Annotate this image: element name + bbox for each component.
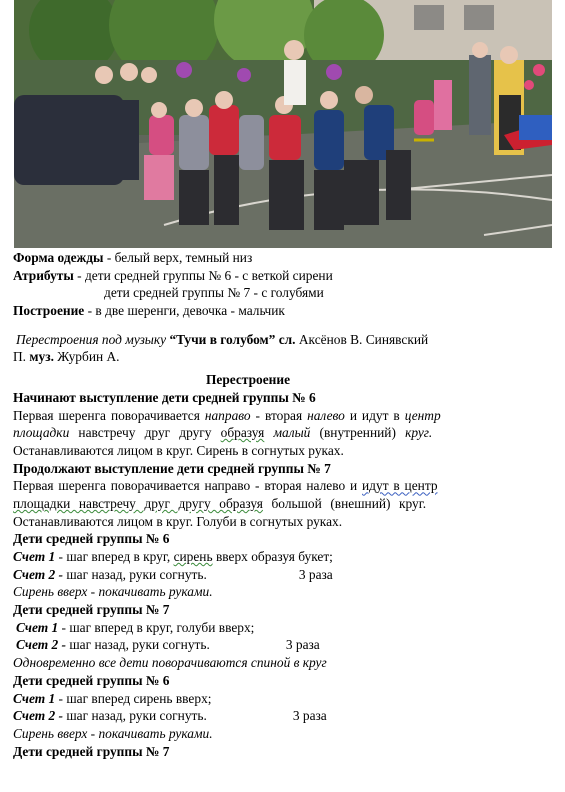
- section-1-title: Начинают выступление дети средней группы № 6: [13, 389, 316, 405]
- count-2-label: Счет 2 -: [16, 637, 66, 653]
- count-2-label: Счет 2 -: [13, 708, 63, 724]
- section-2-line-1: [13, 477, 543, 495]
- s1-italic-area: площадки: [13, 425, 70, 441]
- formation-text: - в две шеренги, девочка - мальчик: [84, 303, 285, 319]
- group-6-note-b: Сирень вверх - покачивать руками.: [13, 725, 213, 741]
- music-line-1: [13, 331, 543, 349]
- formation-line: [13, 302, 543, 320]
- s1-italic-left: налево: [307, 407, 345, 423]
- count-2-times: 3 раза: [298, 566, 333, 582]
- count-2-times: 3 раза: [285, 637, 320, 653]
- attributes-label: Атрибуты: [13, 267, 74, 283]
- lyricist-initial: П.: [13, 349, 30, 365]
- attributes-line: [13, 267, 543, 285]
- s1-italic-right: направо: [204, 407, 251, 423]
- music-intro: Перестроения под музыку: [16, 331, 170, 347]
- document-body: [13, 249, 543, 760]
- composer-name: Журбин А.: [53, 349, 120, 365]
- s1-text-b: - вторая: [250, 407, 308, 423]
- dress-code-line: [13, 249, 543, 267]
- group-7-note-a: Одновременно все дети поворачиваются спиной в круг: [13, 655, 327, 671]
- count-1-label: Счет 1: [16, 619, 59, 635]
- section-2-title: Продолжают выступление дети средней группы № 7: [13, 460, 331, 476]
- section-1-line-1: [13, 407, 543, 425]
- attributes-text-1: - дети средней группы № 6 - с веткой сирени: [73, 267, 333, 283]
- event-photo: [14, 0, 552, 248]
- outdoor-photo-children-dance: [14, 0, 552, 248]
- section-1-line-2: [13, 424, 543, 442]
- s1-italic-circle: круг.: [405, 425, 433, 441]
- count-1-text: - шаг вперед сирень вверх;: [55, 690, 212, 706]
- lyrics-label: сл.: [275, 331, 296, 347]
- count-1-label: Счет 1: [13, 690, 56, 706]
- section-heading: Перестроение: [205, 372, 291, 388]
- attributes-text-2: дети средней группы № 7 - с голубями: [104, 285, 324, 301]
- group-6-note-a: Сирень вверх - покачивать руками.: [13, 584, 213, 600]
- music-line-2: [13, 348, 543, 366]
- group-6-count-2-a: [13, 566, 543, 584]
- count-1-squiggle: сирень: [173, 549, 213, 564]
- s1-text-a: Первая шеренга поворачивается: [13, 407, 205, 423]
- s1-italic-center: центр: [404, 407, 441, 423]
- s1-text-c: и идут в: [344, 407, 405, 423]
- count-1-text-2: вверх образуя букет;: [212, 549, 333, 564]
- song-title: “Тучи в голубом”: [169, 331, 276, 347]
- s1-squiggle-forming: образуя: [220, 425, 265, 441]
- count-2-label: Счет 2 -: [13, 566, 63, 582]
- count-1-text: - шаг вперед в круг, голуби вверх;: [58, 619, 255, 635]
- lyricist-names: Аксёнов В. Синявский: [295, 331, 429, 347]
- group-7-title-b: Дети средней группы № 7: [13, 743, 170, 759]
- s1-italic-small: малый: [273, 425, 311, 441]
- group-6-title-a: Дети средней группы № 6: [13, 531, 170, 547]
- formation-label: Построение: [13, 303, 85, 319]
- group-6-count-1-a: [13, 548, 543, 566]
- music-label: муз.: [29, 349, 54, 365]
- count-2-text: шаг назад, руки согнуть.: [63, 566, 207, 582]
- s2-squiggle-b: площадки навстречу друг другу образуя: [13, 495, 263, 511]
- attributes-line-2: [13, 284, 543, 302]
- group-7-count-2-a: [13, 636, 543, 654]
- dress-code-text: - белый верх, темный низ: [103, 250, 253, 265]
- s2-text-a: Первая шеренга поворачивается направо - вторая налево и: [13, 478, 363, 494]
- count-2-text: шаг назад, руки согнуть.: [63, 708, 207, 724]
- s2-squiggle-a: идут в центр: [362, 478, 438, 494]
- count-2-text: шаг назад, руки согнуть.: [66, 637, 210, 653]
- s1-text-e: (внутренний): [310, 425, 406, 441]
- section-1-line-3: Останавливаются лицом в круг. Сирень в согнутых руках.: [13, 442, 344, 458]
- group-7-title-a: Дети средней группы № 7: [13, 602, 170, 618]
- section-2-line-3: Останавливаются лицом в круг. Голуби в согнутых руках.: [13, 513, 343, 529]
- dress-code-label: Форма одежды: [13, 250, 104, 265]
- count-2-times: 3 раза: [292, 708, 327, 724]
- s2-text-b: большой (внешний) круг.: [262, 495, 427, 511]
- group-6-title-b: Дети средней группы № 6: [13, 672, 170, 688]
- group-6-count-1-b: [13, 690, 543, 708]
- s1-text-d: навстречу друг другу: [69, 425, 221, 441]
- group-6-count-2-b: [13, 707, 543, 725]
- section-2-line-2: [13, 495, 543, 513]
- count-1-label: Счет 1: [13, 549, 56, 564]
- count-1-text: - шаг вперед в круг,: [55, 549, 174, 564]
- group-7-count-1-a: [13, 619, 543, 637]
